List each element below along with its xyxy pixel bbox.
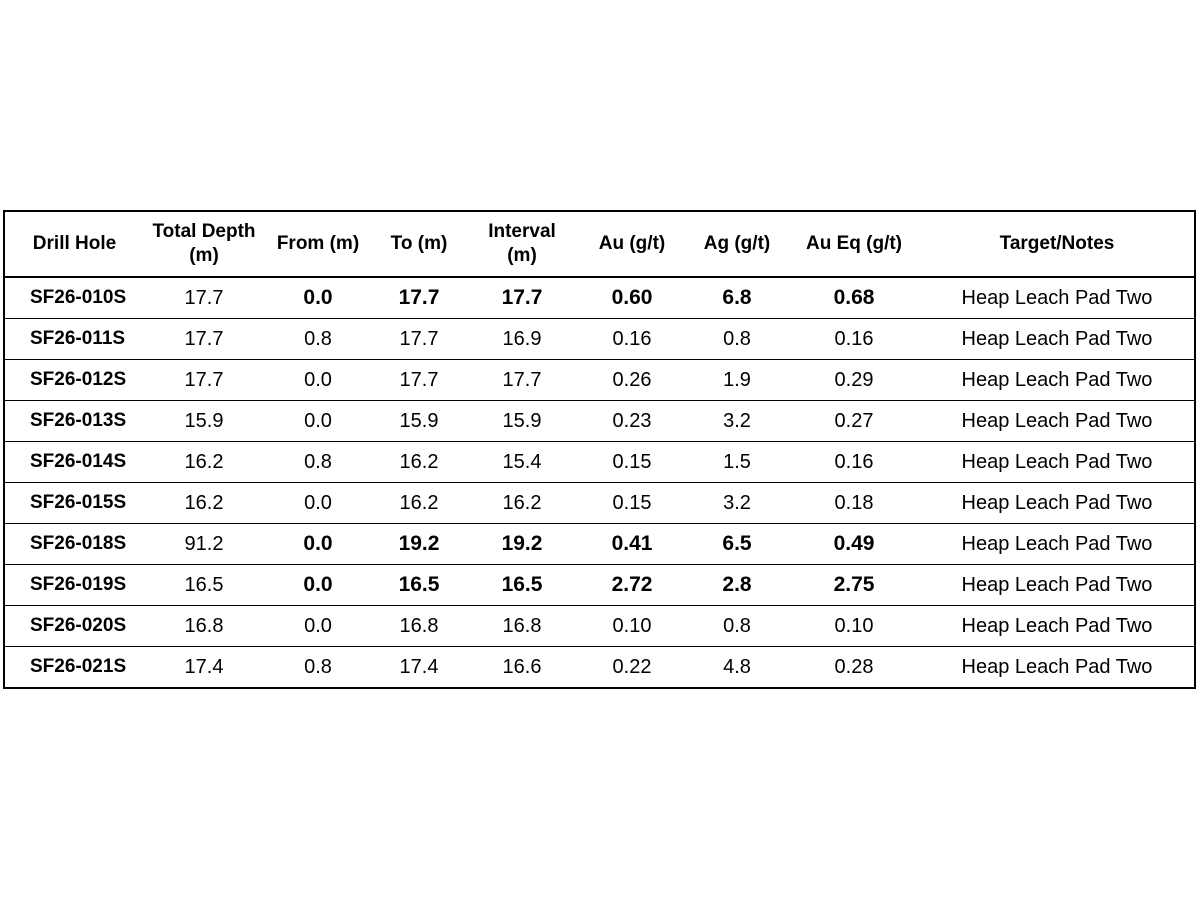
cell-from: 0.0: [264, 524, 372, 565]
cell-interval: 17.7: [466, 360, 578, 401]
cell-interval: 19.2: [466, 524, 578, 565]
cell-au: 0.26: [578, 360, 686, 401]
cell-target-notes: Heap Leach Pad Two: [920, 277, 1195, 319]
cell-drill-hole: SF26-011S: [4, 319, 144, 360]
cell-target-notes: Heap Leach Pad Two: [920, 401, 1195, 442]
cell-au: 2.72: [578, 565, 686, 606]
cell-from: 0.0: [264, 360, 372, 401]
table-row: [4, 606, 1195, 647]
drill-results-table: [3, 210, 1196, 689]
cell-au: 0.60: [578, 277, 686, 319]
cell-total-depth: 16.5: [144, 565, 264, 606]
cell-total-depth: 17.7: [144, 360, 264, 401]
header-label: Au Eq (g/t): [805, 233, 903, 254]
header-drill-hole: [4, 211, 144, 277]
cell-drill-hole: SF26-014S: [4, 442, 144, 483]
header-au: [578, 211, 686, 277]
cell-target-notes: Heap Leach Pad Two: [920, 524, 1195, 565]
cell-ag: 3.2: [686, 483, 788, 524]
header-label: Total Depth: [152, 221, 256, 242]
cell-drill-hole: SF26-010S: [4, 277, 144, 319]
header-interval: [466, 211, 578, 277]
cell-target-notes: Heap Leach Pad Two: [920, 319, 1195, 360]
cell-total-depth: 16.2: [144, 442, 264, 483]
cell-total-depth: 16.2: [144, 483, 264, 524]
cell-au-eq: 0.18: [788, 483, 920, 524]
cell-drill-hole: SF26-013S: [4, 401, 144, 442]
cell-ag: 6.8: [686, 277, 788, 319]
header-from: [264, 211, 372, 277]
cell-total-depth: 16.8: [144, 606, 264, 647]
cell-au-eq: 0.29: [788, 360, 920, 401]
cell-drill-hole: SF26-020S: [4, 606, 144, 647]
cell-to: 16.5: [372, 565, 466, 606]
cell-au: 0.41: [578, 524, 686, 565]
cell-drill-hole: SF26-018S: [4, 524, 144, 565]
header-label: Target/Notes: [999, 233, 1115, 254]
cell-interval: 16.5: [466, 565, 578, 606]
cell-au-eq: 0.28: [834, 655, 874, 678]
cell-drill-hole: SF26-015S: [4, 483, 144, 524]
cell-to: 17.7: [372, 277, 466, 319]
cell-interval: 15.9: [466, 401, 578, 442]
cell-au: 0.22: [612, 655, 652, 678]
cell-from: 0.0: [264, 606, 372, 647]
cell-au: 0.16: [578, 319, 686, 360]
cell-interval: 16.9: [466, 319, 578, 360]
header-row: [4, 211, 1195, 277]
table-row: [4, 319, 1195, 360]
cell-ag: 0.8: [686, 606, 788, 647]
cell-from: 0.0: [264, 483, 372, 524]
cell-to: 16.8: [372, 606, 466, 647]
header-ag: [686, 211, 788, 277]
header-total-depth: [144, 211, 264, 277]
cell-to: 17.7: [372, 319, 466, 360]
header-label: Drill Hole: [32, 233, 117, 254]
cell-drill-hole: SF26-019S: [4, 565, 144, 606]
table-body: [4, 277, 1195, 688]
cell-au: 0.10: [578, 606, 686, 647]
cell-target-notes: Heap Leach Pad Two: [920, 360, 1195, 401]
table-row: [4, 647, 1195, 689]
cell-drill-hole: SF26-012S: [4, 360, 144, 401]
header-label-unit: (m): [189, 245, 219, 266]
cell-to: 17.7: [372, 360, 466, 401]
cell-from: 0.8: [264, 319, 372, 360]
cell-ag: 1.9: [686, 360, 788, 401]
table-row: [4, 524, 1195, 565]
table-row: [4, 483, 1195, 524]
cell-au-eq: 2.75: [788, 565, 920, 606]
cell-ag: 6.5: [686, 524, 788, 565]
header-to: [372, 211, 466, 277]
cell-au: 0.15: [578, 483, 686, 524]
cell-target-notes: Heap Leach Pad Two: [920, 565, 1195, 606]
cell-target-notes: Heap Leach Pad Two: [920, 442, 1195, 483]
cell-from: 0.0: [264, 277, 372, 319]
cell-au-eq: 0.68: [788, 277, 920, 319]
cell-au-eq: 0.10: [788, 606, 920, 647]
header-label: Au (g/t): [598, 233, 666, 254]
cell-ag: 3.2: [686, 401, 788, 442]
cell-au: 0.23: [578, 401, 686, 442]
cell-to: 17.4: [399, 655, 439, 678]
cell-au: 0.15: [578, 442, 686, 483]
header-label-unit: (m): [507, 245, 537, 266]
cell-ag: 2.8: [686, 565, 788, 606]
cell-interval: 17.7: [466, 277, 578, 319]
cell-ag: 4.8: [723, 655, 751, 678]
cell-interval: 16.6: [502, 655, 542, 678]
cell-au-eq: 0.16: [788, 442, 920, 483]
header-label: Ag (g/t): [703, 233, 771, 254]
header-target-notes: [920, 211, 1195, 277]
cell-total-depth: 15.9: [144, 401, 264, 442]
table-header: [4, 211, 1195, 277]
cell-ag: 0.8: [686, 319, 788, 360]
cell-au-eq: 0.49: [788, 524, 920, 565]
cell-target-notes: Heap Leach Pad Two: [920, 606, 1195, 647]
table-row: [4, 277, 1195, 319]
table-row: [4, 565, 1195, 606]
cell-total-depth: 17.7: [144, 319, 264, 360]
cell-total-depth: 17.7: [144, 277, 264, 319]
cell-total-depth: 91.2: [144, 524, 264, 565]
cell-to: 15.9: [372, 401, 466, 442]
cell-from: 0.8: [304, 655, 332, 678]
cell-from: 0.0: [264, 401, 372, 442]
table-row: [4, 360, 1195, 401]
table-row: [4, 401, 1195, 442]
cell-total-depth: 17.4: [184, 655, 224, 678]
header-label: To (m): [390, 233, 448, 254]
cell-to: 19.2: [372, 524, 466, 565]
cell-interval: 16.8: [466, 606, 578, 647]
cell-from: 0.0: [264, 565, 372, 606]
cell-au-eq: 0.16: [788, 319, 920, 360]
header-label: Interval: [488, 221, 556, 242]
table-row: [4, 442, 1195, 483]
header-au-eq: [788, 211, 920, 277]
cell-au-eq: 0.27: [788, 401, 920, 442]
cell-interval: 16.2: [466, 483, 578, 524]
cell-ag: 1.5: [686, 442, 788, 483]
cell-target-notes: Heap Leach Pad Two: [920, 483, 1195, 524]
cell-target-notes: Heap Leach Pad Two: [961, 655, 1153, 678]
cell-drill-hole: SF26-021S: [30, 656, 127, 677]
cell-interval: 15.4: [466, 442, 578, 483]
cell-to: 16.2: [372, 483, 466, 524]
cell-to: 16.2: [372, 442, 466, 483]
cell-from: 0.8: [264, 442, 372, 483]
header-label: From (m): [276, 233, 360, 254]
